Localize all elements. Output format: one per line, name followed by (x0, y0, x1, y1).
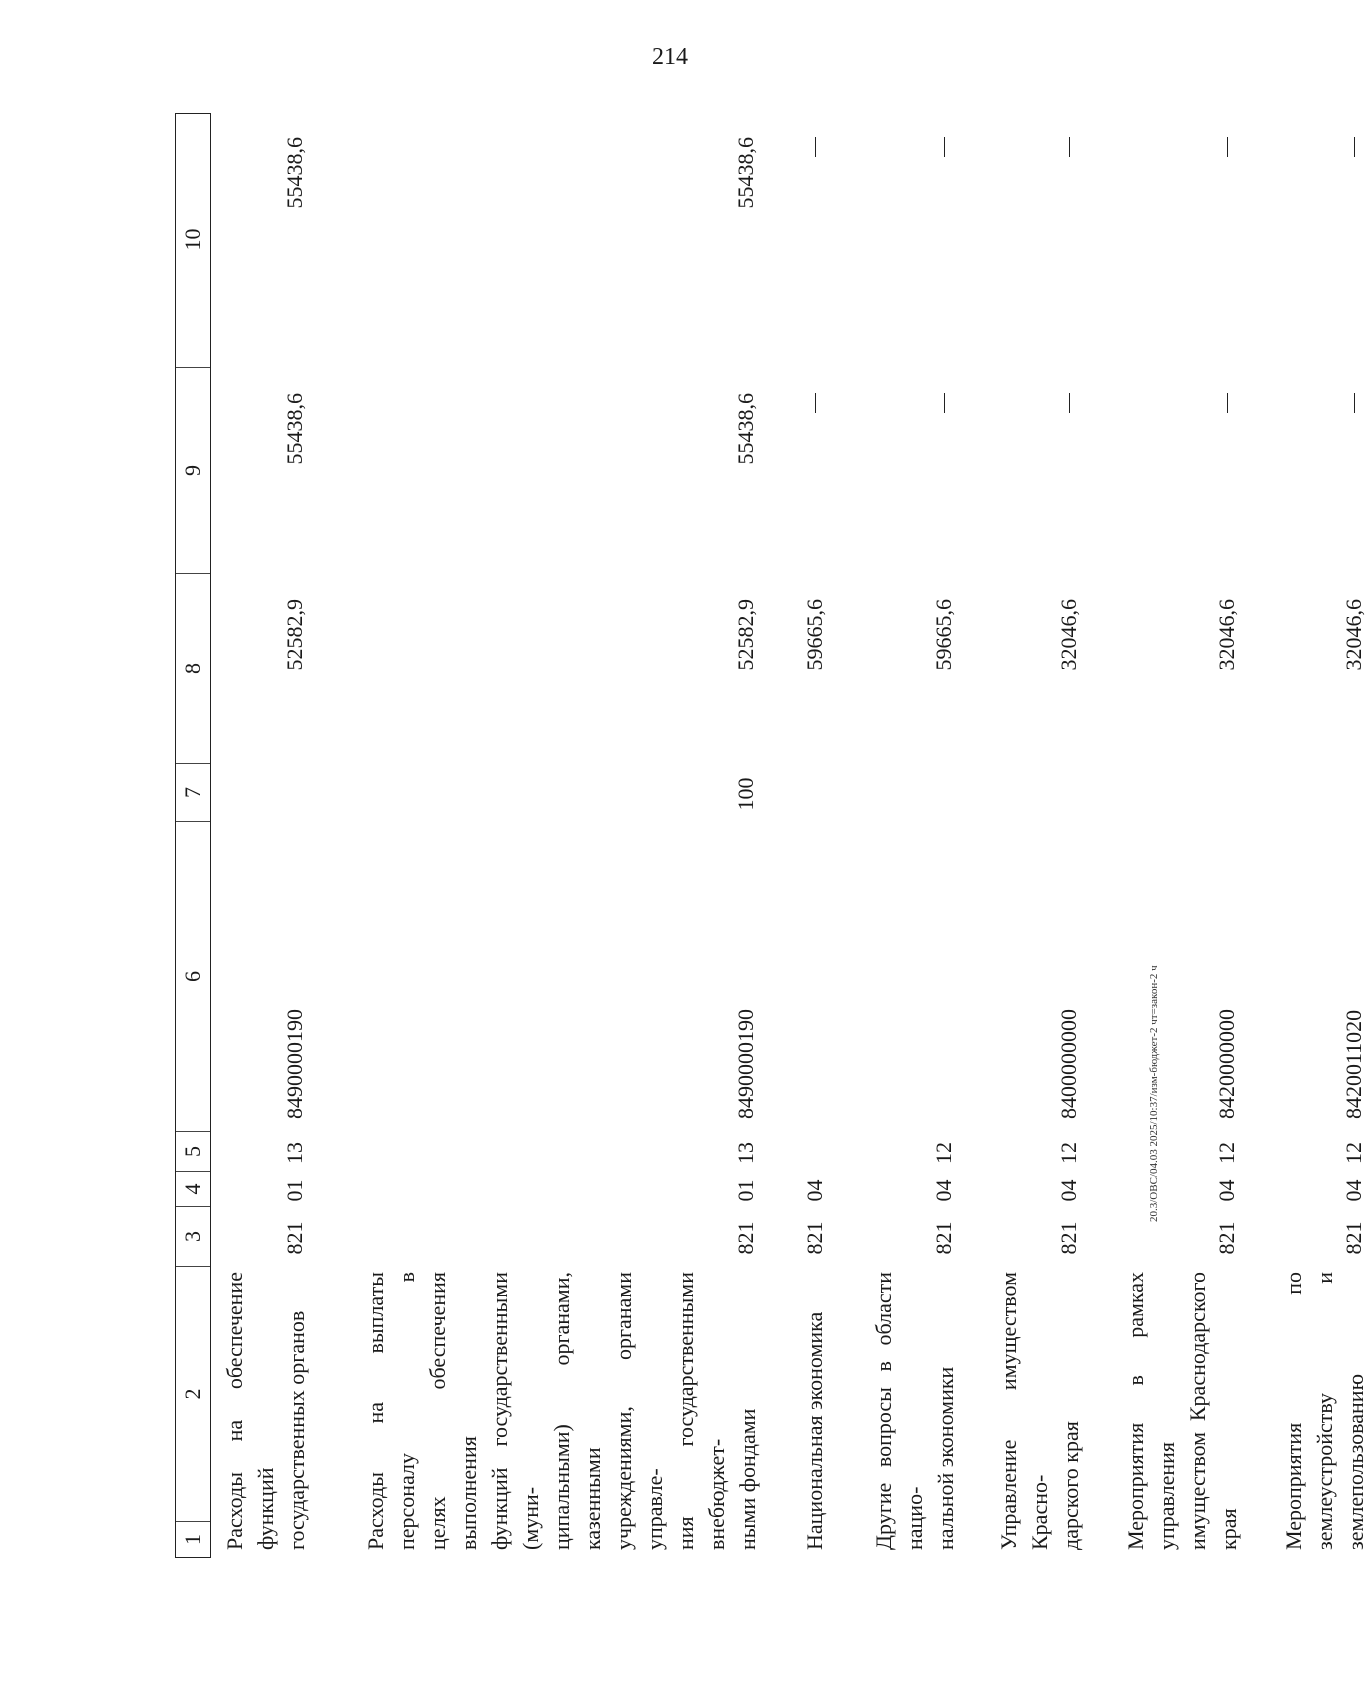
amount-col-9 (360, 369, 763, 575)
code-rz-value: 04 (1341, 1179, 1366, 1202)
code-csr (868, 823, 961, 1133)
row-name-line: ципальными) органами, казенными (549, 1272, 605, 1550)
amount-col-8 (799, 575, 832, 765)
row-name (1278, 1268, 1371, 1558)
header-col-5: 5 (176, 1132, 210, 1172)
amount-col-9 (799, 369, 832, 575)
amount-col-10 (993, 113, 1086, 369)
row-name (868, 1268, 961, 1558)
code-ved (1278, 1208, 1371, 1268)
code-rz (1278, 1173, 1371, 1208)
amount-col-8-value: 59665,6 (802, 599, 827, 671)
dash-mark (944, 137, 945, 157)
code-pr (799, 1133, 832, 1173)
code-rz-value: 01 (282, 1179, 307, 1202)
row-name-line: Национальная экономика (802, 1311, 827, 1550)
row-name-line: дарского края (1058, 1421, 1083, 1550)
row-name-line: нальной экономики (933, 1366, 958, 1550)
row-name (1120, 1268, 1244, 1558)
row-name-line: землепользованию (1343, 1373, 1368, 1550)
header-col-10: 10 (176, 112, 210, 368)
dash-mark (815, 137, 816, 157)
amount-col-8 (1120, 575, 1244, 765)
amount-col-8-value: 59665,6 (931, 599, 956, 671)
code-vr (1120, 765, 1244, 823)
row-name-line: Управление имуществом Красно- (996, 1272, 1052, 1550)
row-name (993, 1268, 1086, 1558)
row-name-line: ными фондами (735, 1408, 760, 1550)
code-ved (1120, 1208, 1244, 1268)
amount-col-10-value: 55438,6 (282, 137, 307, 209)
table-header-row (175, 113, 211, 1558)
amount-col-8 (868, 575, 961, 765)
header-col-1: 1 (180, 1534, 205, 1545)
code-vr (1278, 765, 1371, 823)
code-csr (799, 823, 832, 1133)
code-ved (360, 1208, 763, 1268)
header-col-8: 8 (176, 574, 210, 764)
amount-col-10 (799, 113, 832, 369)
code-ved-value: 821 (931, 1221, 956, 1255)
code-rz (993, 1173, 1086, 1208)
dash-mark (1354, 137, 1355, 157)
header-col-7: 7 (176, 764, 210, 822)
amount-col-9 (993, 369, 1086, 575)
amount-col-8-value: 32046,6 (1341, 599, 1366, 671)
amount-col-10 (219, 113, 312, 369)
row-name (360, 1268, 763, 1558)
code-csr-value: 8490000190 (282, 1009, 307, 1119)
amount-col-9 (868, 369, 961, 575)
header-col-2: 2 (176, 1267, 210, 1522)
code-rz (219, 1173, 312, 1208)
header-col-4: 4 (176, 1172, 210, 1207)
amount-col-9 (1120, 369, 1244, 575)
amount-col-9-value: 55438,6 (733, 393, 758, 465)
code-pr (1120, 1133, 1244, 1173)
amount-col-8 (1278, 575, 1371, 765)
code-csr-value: 8420011020 (1341, 1009, 1366, 1119)
row-name-line: Другие вопросы в области нацио- (871, 1272, 927, 1550)
row-name-line: ния государственными внебюджет- (673, 1272, 729, 1550)
code-rz (1120, 1173, 1244, 1208)
table-row (1278, 113, 1371, 1558)
row-name-line: имуществом Краснодарского края (1185, 1272, 1241, 1550)
table-row (1120, 113, 1244, 1558)
amount-col-9 (1278, 369, 1371, 575)
dash-mark (1354, 393, 1355, 413)
row-name-line: Расходы на обеспечение функций (222, 1272, 278, 1550)
row-name-line: целях обеспечения выполнения (425, 1272, 481, 1550)
code-rz-value: 04 (802, 1179, 827, 1202)
amount-col-8 (993, 575, 1086, 765)
amount-col-8-value: 32046,6 (1214, 599, 1239, 671)
code-ved-value: 821 (733, 1221, 758, 1255)
row-name-line: Мероприятия в рамках управления (1123, 1272, 1179, 1550)
header-col-6: 6 (176, 822, 210, 1132)
code-csr (1278, 823, 1371, 1133)
code-vr (868, 765, 961, 823)
dash-mark (815, 393, 816, 413)
document-footer-code: 20.3/ОВС/04.03 2025/10:37/изм-бюджет-2 чт=закон-2 ч (1148, 965, 1160, 1222)
code-vr (360, 765, 763, 823)
amount-col-9 (219, 369, 312, 575)
table-body (219, 113, 1371, 1558)
code-ved-value: 821 (1056, 1221, 1081, 1255)
code-pr-value: 13 (733, 1142, 758, 1164)
row-name-line: учреждениями, органами управле- (611, 1272, 667, 1550)
row-name-line: государственных органов (284, 1310, 309, 1550)
row-name-line: Мероприятия по землеустройству и (1281, 1272, 1337, 1550)
amount-col-10 (1120, 113, 1244, 369)
code-pr (993, 1133, 1086, 1173)
code-pr-value: 12 (931, 1142, 956, 1164)
amount-col-10 (360, 113, 763, 369)
header-col-9: 9 (176, 368, 210, 574)
amount-col-10 (1278, 113, 1371, 369)
code-rz-value: 04 (931, 1179, 956, 1202)
amount-col-8-value: 52582,9 (733, 599, 758, 671)
amount-col-8 (219, 575, 312, 765)
code-csr (219, 823, 312, 1133)
code-vr-value: 100 (733, 777, 758, 811)
code-pr-value: 12 (1056, 1142, 1081, 1164)
code-ved-value: 821 (282, 1221, 307, 1255)
row-name-line: Расходы на выплаты персоналу в (363, 1272, 419, 1550)
dash-mark (1069, 137, 1070, 157)
code-csr-value: 8490000190 (733, 1009, 758, 1119)
code-csr (360, 823, 763, 1133)
code-rz-value: 04 (1056, 1179, 1081, 1202)
header-col-3: 3 (176, 1207, 210, 1267)
code-csr-value: 8400000000 (1056, 1009, 1081, 1119)
code-pr (360, 1133, 763, 1173)
amount-col-10 (868, 113, 961, 369)
code-pr (219, 1133, 312, 1173)
amount-col-9-value: 55438,6 (282, 393, 307, 465)
dash-mark (1069, 393, 1070, 413)
amount-col-8-value: 32046,6 (1056, 599, 1081, 671)
code-rz-value: 04 (1214, 1179, 1239, 1202)
row-name (219, 1268, 312, 1558)
code-pr-value: 12 (1341, 1142, 1366, 1164)
table-row (799, 113, 832, 1558)
code-ved (993, 1208, 1086, 1268)
table-row (868, 113, 961, 1558)
table-row (219, 113, 312, 1558)
code-rz (799, 1173, 832, 1208)
table-row (360, 113, 763, 1558)
amount-col-8 (360, 575, 763, 765)
row-name (799, 1268, 832, 1558)
code-rz (868, 1173, 961, 1208)
code-ved-value: 821 (802, 1221, 827, 1255)
code-rz-value: 01 (733, 1179, 758, 1202)
code-ved (868, 1208, 961, 1268)
dash-mark (1227, 137, 1228, 157)
code-ved-value: 821 (1341, 1221, 1366, 1255)
amount-col-8-value: 52582,9 (282, 599, 307, 671)
code-csr-value: 8420000000 (1214, 1009, 1239, 1119)
dash-mark (944, 393, 945, 413)
code-vr (799, 765, 832, 823)
code-rz (360, 1173, 763, 1208)
code-csr (1120, 823, 1244, 1133)
code-csr (993, 823, 1086, 1133)
code-ved (219, 1208, 312, 1268)
code-ved (799, 1208, 832, 1268)
code-ved-value: 821 (1214, 1221, 1239, 1255)
code-vr (993, 765, 1086, 823)
amount-col-10-value: 55438,6 (733, 137, 758, 209)
table-row (993, 113, 1086, 1558)
code-vr (219, 765, 312, 823)
code-pr (1278, 1133, 1371, 1173)
code-pr (868, 1133, 961, 1173)
code-pr-value: 13 (282, 1142, 307, 1164)
dash-mark (1227, 393, 1228, 413)
page-number: 214 (652, 44, 688, 70)
row-name-line: функций государственными (муни- (487, 1272, 543, 1550)
code-pr-value: 12 (1214, 1142, 1239, 1164)
